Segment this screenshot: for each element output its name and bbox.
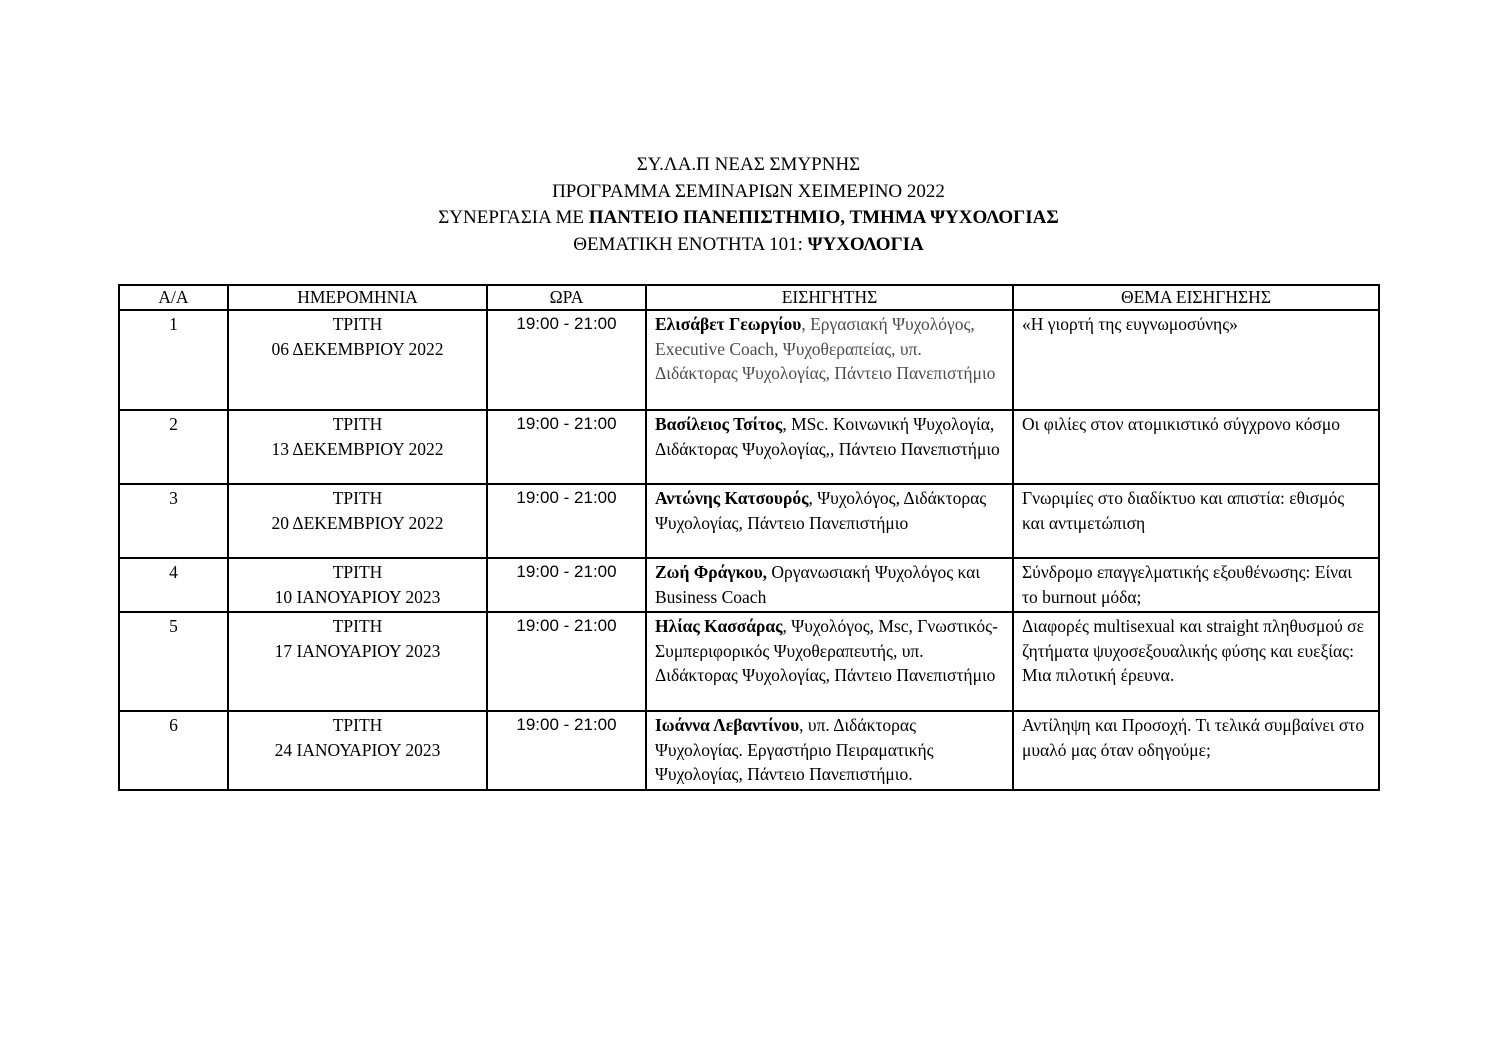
column-header-presenter: ΕΙΣΗΓΗΤΗΣ	[646, 285, 1013, 310]
row-day: ΤΡΙΤΗ	[332, 715, 383, 735]
row-date: 10 ΙΑΝΟΥΑΡΙΟΥ 2023	[274, 586, 441, 607]
table-row	[119, 410, 1379, 484]
row-time: 19:00 - 21:00	[487, 612, 646, 711]
row-presenter-cell	[646, 558, 1013, 612]
document-header	[0, 152, 1497, 258]
presenter-details: , υπ. Διδάκτορας Ψυχολογίας. Εργαστήριο Πειραματικής Ψυχολογίας, Πάντειο Πανεπιστήμιο.	[655, 715, 934, 784]
row-presenter-cell	[646, 410, 1013, 484]
table-row	[119, 612, 1379, 711]
row-time: 19:00 - 21:00	[487, 410, 646, 484]
table-header-row	[119, 285, 1379, 310]
row-day: ΤΡΙΤΗ	[332, 488, 383, 508]
row-date: 24 ΙΑΝΟΥΑΡΙΟΥ 2023	[274, 739, 441, 760]
row-topic: «Η γιορτή της ευγνωμοσύνης»	[1013, 310, 1379, 410]
row-number: 2	[119, 410, 228, 484]
presenter-name: Ελισάβετ Γεωργίου	[655, 314, 802, 334]
row-topic: Διαφορές multisexual και straight πληθυσμού σε ζητήματα ψυχοσεξουαλικής φύσης και ευεξίας: Μια πιλοτική έρευνα.	[1013, 612, 1379, 711]
row-presenter-cell	[646, 612, 1013, 711]
row-number: 1	[119, 310, 228, 410]
row-presenter-cell	[646, 310, 1013, 410]
program-title: ΠΡΟΓΡΑΜΜΑ ΣΕΜΙΝΑΡΙΩΝ ΧΕΙΜΕΡΙΝΟ 2022	[552, 180, 945, 202]
presenter-name: Ζωή Φράγκου,	[655, 562, 768, 582]
presenter-details: , Εργασιακή Ψυχολόγος, Executive Coach, Ψυχοθεραπείας, υπ. Διδάκτορας Ψυχολογίας, Πάντειο Πανεπιστήμιο	[655, 314, 996, 383]
org-title: ΣΥ.ΛΑ.Π ΝΕΑΣ ΣΜΥΡΝΗΣ	[636, 154, 861, 175]
row-day: ΤΡΙΤΗ	[332, 562, 383, 582]
thematic-unit-prefix: ΘΕΜΑΤΙΚΗ ΕΝΟΤΗΤΑ 101:	[573, 233, 808, 255]
row-date: 13 ΔΕΚΕΜΒΡΙΟΥ 2022	[271, 438, 444, 459]
row-day: ΤΡΙΤΗ	[332, 616, 383, 636]
row-day: ΤΡΙΤΗ	[332, 314, 383, 334]
row-day: ΤΡΙΤΗ	[332, 414, 383, 434]
collaboration-partner: ΠΑΝΤΕΙΟ ΠΑΝΕΠΙΣΤΗΜΙΟ, ΤΜΗΜΑ ΨΥΧΟΛΟΓΙΑΣ	[588, 207, 1059, 228]
row-date-cell	[228, 410, 487, 484]
collaboration-prefix: ΣΥΝΕΡΓΑΣΙΑ ΜΕ	[438, 207, 589, 228]
row-date: 17 ΙΑΝΟΥΑΡΙΟΥ 2023	[274, 640, 441, 661]
presenter-details: Οργανωσιακή Ψυχολόγος και Business Coach	[655, 562, 981, 607]
seminar-schedule-table	[118, 284, 1380, 791]
collaboration-line	[0, 205, 1497, 232]
row-number: 6	[119, 711, 228, 790]
presenter-name: Αντώνης Κατσουρός	[655, 488, 809, 508]
table-row	[119, 558, 1379, 612]
row-date-cell	[228, 558, 487, 612]
row-presenter-cell	[646, 711, 1013, 790]
row-presenter-cell	[646, 484, 1013, 558]
presenter-name: Ιωάννα Λεβαντίνου	[655, 715, 800, 735]
presenter-details: , Ψυχολόγος, Msc, Γνωστικός-Συμπεριφορικός Ψυχοθεραπευτής, υπ. Διδάκτορας Ψυχολογίας, Πάντειο Πανεπιστήμιο	[655, 616, 998, 685]
row-date-cell	[228, 484, 487, 558]
thematic-unit-line	[0, 232, 1497, 259]
thematic-unit-subject: ΨΥΧΟΛΟΓΙΑ	[807, 233, 924, 255]
table-row	[119, 484, 1379, 558]
presenter-details: , Ψυχολόγος, Διδάκτορας Ψυχολογίας, Πάντειο Πανεπιστήμιο	[655, 488, 987, 533]
column-header-time: ΩΡΑ	[487, 285, 646, 310]
row-date: 06 ΔΕΚΕΜΒΡΙΟΥ 2022	[271, 338, 444, 359]
row-date-cell	[228, 612, 487, 711]
row-time: 19:00 - 21:00	[487, 558, 646, 612]
row-date-cell	[228, 711, 487, 790]
row-time: 19:00 - 21:00	[487, 310, 646, 410]
row-number: 3	[119, 484, 228, 558]
presenter-name: Ηλίας Κασσάρας	[655, 616, 783, 636]
row-topic: Οι φιλίες στον ατομικιστικό σύγχρονο κόσμο	[1013, 410, 1379, 484]
row-time: 19:00 - 21:00	[487, 484, 646, 558]
presenter-name: Βασίλειος Τσίτος	[655, 414, 783, 434]
column-header-date: ΗΜΕΡΟΜΗΝΙΑ	[228, 285, 487, 310]
row-topic: Γνωριμίες στο διαδίκτυο και απιστία: εθισμός και αντιμετώπιση	[1013, 484, 1379, 558]
presenter-details: , MSc. Κοινωνική Ψυχολογία, Διδάκτορας Ψυχολογίας,, Πάντειο Πανεπιστήμιο	[655, 414, 1000, 459]
column-header-topic: ΘΕΜΑ ΕΙΣΗΓΗΣΗΣ	[1013, 285, 1379, 310]
row-number: 5	[119, 612, 228, 711]
row-time: 19:00 - 21:00	[487, 711, 646, 790]
row-date-cell	[228, 310, 487, 410]
row-number: 4	[119, 558, 228, 612]
table-row	[119, 310, 1379, 410]
row-topic: Αντίληψη και Προσοχή. Τι τελικά συμβαίνει στο μυαλό μας όταν οδηγούμε;	[1013, 711, 1379, 790]
table-row	[119, 711, 1379, 790]
row-date: 20 ΔΕΚΕΜΒΡΙΟΥ 2022	[271, 512, 444, 533]
column-header-num: Α/Α	[119, 285, 228, 310]
row-topic: Σύνδρομο επαγγελματικής εξουθένωσης: Είναι το burnout μόδα;	[1013, 558, 1379, 612]
